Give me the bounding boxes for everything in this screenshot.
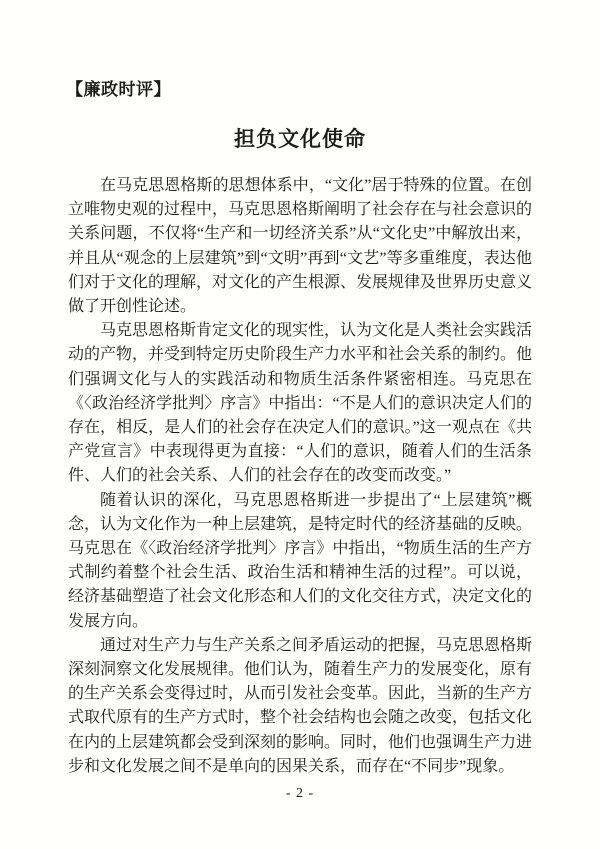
paragraph-3: 随着认识的深化，马克思恩格斯进一步提出了“上层建筑”概念，认为文化作为一种上层建筑，是特定时代的经济基础的反映。马克思在《〈政治经济学批判〉序言》中指出，“物质生活的生产方式制约着整个社会生活、政治生活和精神生活的过程”。可以说，经济基础塑造了社会文化形态和人们的文化交往方式，决定文化的发展方向。 <box>68 491 533 630</box>
document-body <box>68 174 532 779</box>
page-title: 担负文化使命 <box>234 127 366 151</box>
page-number: - 2 - <box>285 786 315 801</box>
section-tag: 【廉政时评】 <box>66 80 171 99</box>
paragraph-2: 马克思恩格斯肯定文化的现实性，认为文化是人类社会实践活动的产物，并受到特定历史阶段生产力水平和社会关系的制约。他们强调文化与人的实践活动和物质生活条件紧密相连。马克思在《〈政治经济学批判〉序言》中指出：“不是人们的意识决定人们的存在，相反，是人们的社会存在决定人们的意识。”这一观点在《共产党宣言》中表现得更为直接：“人们的意识，随着人们的生活条件、人们的社会关系、人们的社会存在的改变而改变。” <box>68 322 533 485</box>
paragraph-4: 通过对生产力与生产关系之间矛盾运动的把握，马克思恩格斯深刻洞察文化发展规律。他们认为，随着生产力的发展变化，原有的生产关系会变得过时，从而引发社会变革。因此，当新的生产方式取代原有的生产方式时，整个社会结构也会随之改变，包括文化在内的上层建筑都会受到深刻的影响。同时，他们也强调生产力进步和文化发展之间不是单向的因果关系，而存在“不同步”现象。 <box>68 636 533 775</box>
paragraph-1: 在马克思恩格斯的思想体系中，“文化”居于特殊的位置。在创立唯物史观的过程中，马克思恩格斯阐明了社会存在与社会意识的关系问题，不仅将“生产和一切经济关系”从“文化史”中解放出来，并且从“观念的上层建筑”到“文明”再到“文艺”等多重维度，表达他们对于文化的理解，对文化的产生根源、发展规律及世界历史意义做了开创性论述。 <box>68 177 533 316</box>
